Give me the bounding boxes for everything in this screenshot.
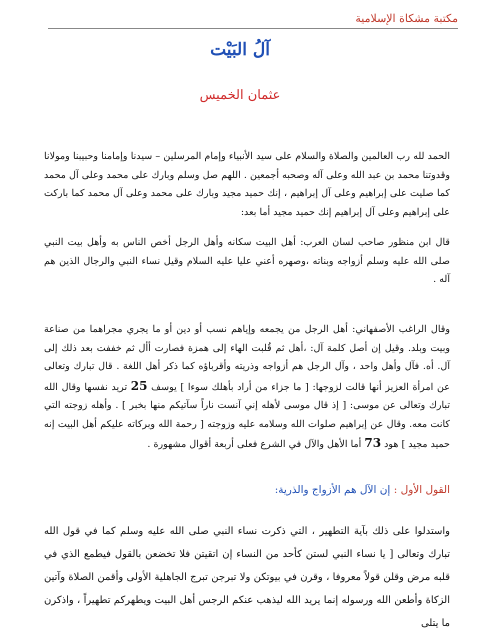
library-name: مكتبة مشكاة الإسلامية (355, 12, 458, 25)
paragraph-raghib-part1: وقال الراغب الأصفهاني: أهل الرجل من يجمعه وإياهم نسب أو دين أو ما يجري مجراهما من صناعة وبيت وبلد. وقيل إن أصل كلمة آل: ،أهل ثم قُلبت الهاء إلى همزة فصارت أأل ثم خففت بعد ذلك إلى آل. أه. فآل وأهل واحد ، وآل الرجل هم أزواجه وذريته وأقرباؤه كما ذكر أهل اللغة . قال تبارك وتعالى عن امرأة العزيز أنها قالت لزوجها: [ ما جزاء من أراد بأهلك سوءا ] يوسف (44, 324, 451, 393)
paragraph-raghib-part3: أما الأهل والآل في الشرع فعلى أربعة أقوال مشهورة . (147, 439, 362, 450)
paragraph-raghib (44, 321, 450, 455)
paragraph-first-opinion: واستدلوا على ذلك بآية التطهير ، التي ذكرت نساء النبي صلى الله عليه وسلم كما في قول الله تبارك وتعالى [ يا نساء النبي لستن كأحد من النساء إن اتقيتن فلا تخضعن بالقول فيطمع الذي في قلبه مرض وقلن قولاً معروفا ، وقرن في بيوتكن ولا تبرجن تبرج الجاهلية الأولى وأقمن الصلاة وآتين الزكاة وأطعن الله ورسوله إنما يريد الله ليذهب عنكم الرجس أهل البيت ويطهركم تطهيراً ، واذكرن ما يتلى (44, 526, 450, 629)
header-divider (48, 28, 458, 29)
section-heading-text: إن الآل هم الأزواج والذرية: (274, 484, 391, 496)
paragraph-intro: الحمد لله رب العالمين والصلاة والسلام على سيد الأنبياء وإمام المرسلين – سيدنا وإمامنا وحبيبنا ومولانا وقدوتنا محمد بن عبد الله وعلى آله وصحبه أجمعين . اللهم صل وسلم وبارك على محمد وعلى آل محمد كما صليت على إبراهيم وعلى آل إبراهيم ، إنك حميد مجيد وبارك على محمد وعلى آل محمد كما باركت على إبراهيم وعلى آل إبراهيم إنك حميد مجيد أما بعد: (44, 151, 450, 218)
verse-number: 25 (130, 378, 148, 393)
paragraph-raghib-part2: تريد نفسها وقال الله تبارك وتعالى عن موسى: [ إذ قال موسى لأهله إني آنست ناراً سآتيكم منها بخبر ] . وأهله زوجته التي كانت معه. وقال عن إبراهيم صلوات الله وسلامه عليه وزوجته [ رحمة الله وبركاته عليكم أهل البيت إنه حميد مجيد ] هود (44, 381, 450, 450)
section-heading-lead: القول الأول : (393, 484, 450, 496)
document-title: آلُ البَيْت (210, 40, 270, 60)
verse-number: 73 (364, 436, 382, 450)
author-name: عثمان الخميس (199, 88, 281, 103)
paragraph-ibn-manzur: قال ابن منظور صاحب لسان العرب: أهل البيت سكانه وأهل الرجل أخص الناس به وأهل بيت النبي صلى الله عليه وسلم أزواجه وبناته ،وصهره أعني عليا عليه السلام وقيل نساء النبي والرجال الذين هم آله . (44, 237, 450, 285)
section-heading (275, 484, 450, 496)
